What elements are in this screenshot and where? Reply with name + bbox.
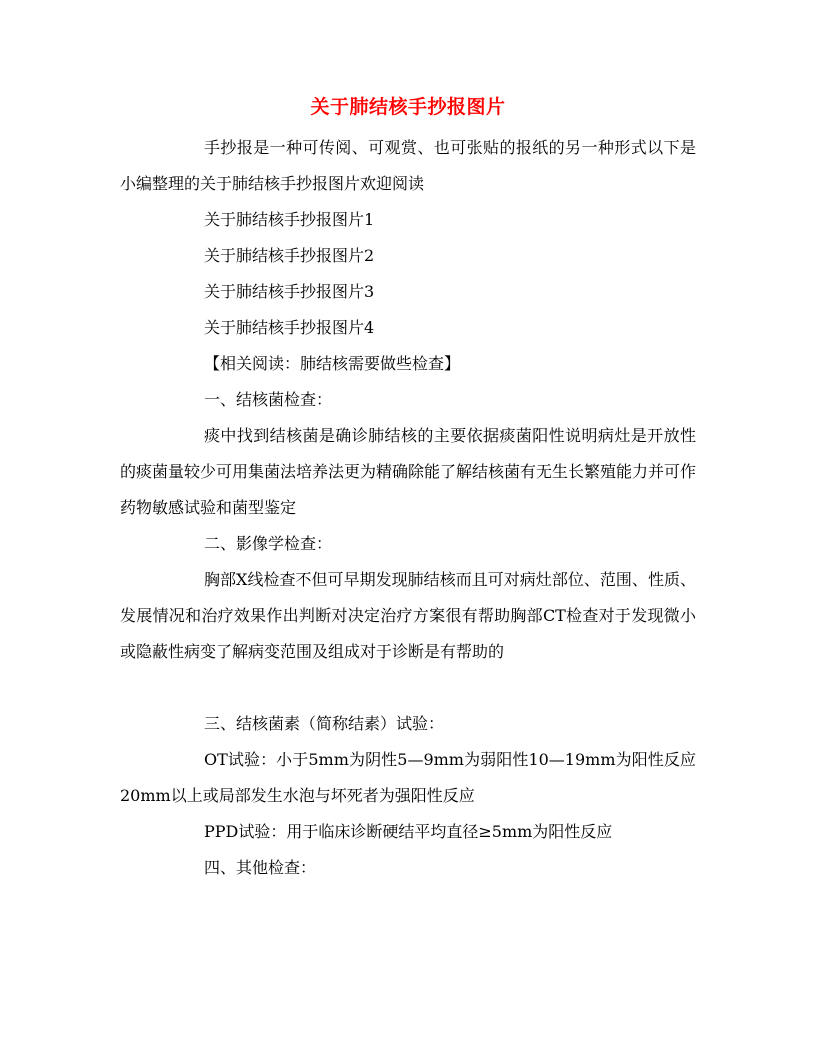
section-3-ot-test: OT试验：小于5mm为阴性5—9mm为弱阳性10—19mm为阳性反应20mm以上或局部发生水泡与坏死者为强阳性反应 xyxy=(120,750,696,805)
image-item-4: 关于肺结核手抄报图片4 xyxy=(204,318,375,337)
section-2-body: 胸部X线检查不但可早期发现肺结核而且可对病灶部位、范围、性质、发展情况和治疗效果作出判断对决定治疗方案很有帮助胸部CT检查对于发现微小或隐蔽性病变了解病变范围及组成对于诊断是有帮助的 xyxy=(120,570,696,661)
section-3-ppd-test: PPD试验：用于临床诊断硬结平均直径≥5mm为阳性反应 xyxy=(204,822,613,841)
section-1-heading: 一、结核菌检查： xyxy=(204,390,333,409)
image-item-3: 关于肺结核手抄报图片3 xyxy=(204,282,375,301)
section-3-heading: 三、结核菌素（简称结素）试验： xyxy=(204,714,445,733)
section-2-heading: 二、影像学检查： xyxy=(204,534,333,553)
document-title: 关于肺结核手抄报图片 xyxy=(310,96,506,118)
image-item-1: 关于肺结核手抄报图片1 xyxy=(204,210,375,229)
section-1-body: 痰中找到结核菌是确诊肺结核的主要依据痰菌阳性说明病灶是开放性的痰菌量较少可用集菌法培养法更为精确除能了解结核菌有无生长繁殖能力并可作药物敏感试验和菌型鉴定 xyxy=(120,426,697,517)
intro-paragraph: 手抄报是一种可传阅、可观赏、也可张贴的报纸的另一种形式以下是小编整理的关于肺结核手抄报图片欢迎阅读 xyxy=(120,138,696,193)
section-4-heading: 四、其他检查： xyxy=(204,858,317,877)
related-reading-heading: 【相关阅读：肺结核需要做些检查】 xyxy=(204,354,461,373)
image-item-2: 关于肺结核手抄报图片2 xyxy=(204,246,375,265)
